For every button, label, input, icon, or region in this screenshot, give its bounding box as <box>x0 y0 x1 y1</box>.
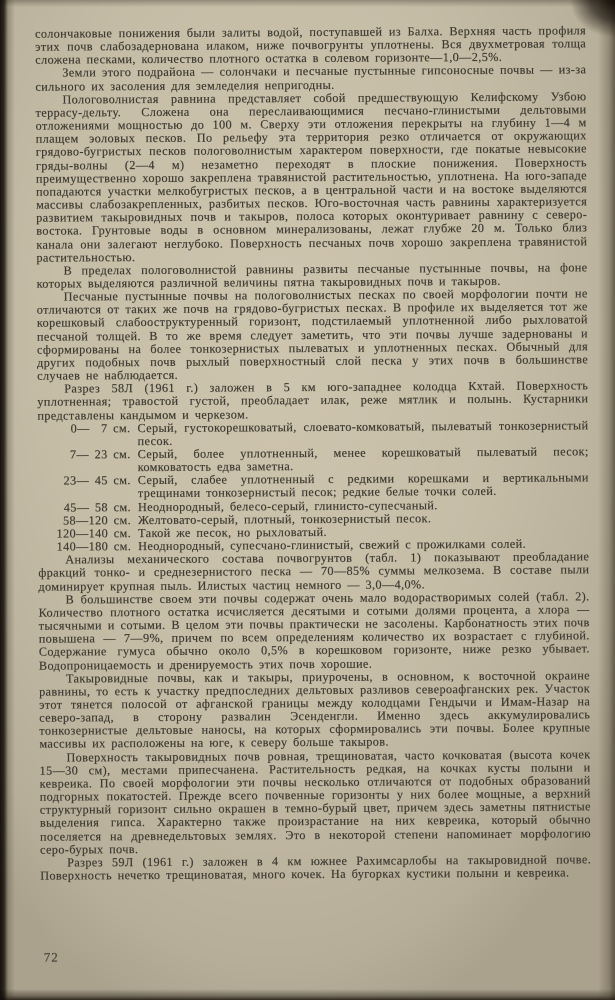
horizon-depth: 7— 23 см. <box>69 447 131 462</box>
horizon-depth: 140—180 см. <box>56 539 132 554</box>
soil-horizon-row <box>33 472 589 502</box>
horizon-description: Серый, густокорешковатый, слоевато-комковатый, пылеватый тонкозернистый песок. <box>137 417 589 448</box>
horizon-depth: 0— 7 см. <box>70 420 131 436</box>
paragraph-profile-intro: Разрез 58Л (1961 г.) заложен в 5 км юго-западнее колодца Кхтай. Поверхность уплотненная; травостой густой, преобладает илак, реже мятлик и полынь. Кустарники представлены кандымом и черкезом. <box>37 378 589 423</box>
paragraph: Разрез 59Л (1961 г.) заложен в 4 км южнее Рахимсарлобы на такыровидной почве. Поверхность нечетко трещиноватая, много кочек. На бугорках кустики полыни и кевреика. <box>40 852 592 883</box>
horizon-description: Желтовато-серый, плотный, тонкозернистый песок. <box>137 510 432 527</box>
horizon-depth: 120—140 см. <box>56 525 132 541</box>
horizon-depth: 23— 45 см. <box>63 473 131 488</box>
horizon-description: Серый, слабее уплотненный с редкими корешками и вертикальными трещинами тонкозернистый песок; редкие белые точки солей. <box>137 470 589 501</box>
paragraph-continuation: солончаковые понижения были залиты водой, поступавшей из Балха. Верхняя часть профиля этих почв слабозадернована илаком, ниже почвогрунты уплотнены. Вся двухметровая толща сложена песками, количество плотного остатка в солевом горизонте—1,0—2,5%. <box>34 23 587 67</box>
horizon-description: Неоднородный, белесо-серый, глинисто-супесчаный. <box>137 497 438 514</box>
horizon-depth: 45— 58 см. <box>63 499 131 515</box>
paragraph: Земли этого подрайона — солончаки и песчаные пустынные гипсоносные почвы — из-за сильного их засоления для земледелия непригодны. <box>35 62 587 94</box>
paragraph: Пологоволнистая равнина представляет собой предшествующую Келифскому Узбою террасу-дельту. Сложена она переслаивающимися песчано-глинистыми дельтовыми отложениями мощностью до 100 м. Сверху эти отложения перекрыты на глубину 1—4 м плащем эоловых песков. По рельефу эта территория резко отличается от окружающих грядово-бугристых песков пологоволнистым характером поверхности, где покатые невысокие гряды-волны (2—4 м) незаметно переходят в плоские понижения. Поверхность преимущественно хорошо закреплена травянистой растительностью, уплотнена. На юго-западе попадаются участки мелкобугристых песков, а в центральной части и на востоке выделяются массивы слабозакрепленных, разбитых песков. Юго-восточная часть равнины характеризуется развитием такыровидных почв и такыров, полоса которых оконтуривает равнину с северо-востока. Грунтовые воды в основном минерализованы, лежат глубже 20 м. Только близ канала они залегают неглубоко. Поверхность песчаных почв хорошо закреплена травянистой растительностью. <box>35 89 588 265</box>
paragraph: Такыровидные почвы, как и такыры, приурочены, в основном, к восточной окраине равнины, то есть к участку предпоследних дельтовых разливов североафганских рек. Участок этот тянется полосой от афганской границы между колодцами Гендычи и Имам-Назар на северо-запад, в сторону развалин Эсенденгли. Именно здесь аккумулировались тонкозернистые дельтовые наносы, на которых сформировались эти почвы. Более крупные массивы их расположены на юге, к северу больше такыров. <box>38 667 591 752</box>
horizon-description: Серый, более уплотненный, менее корешковатый пылеватый песок; комковатость едва заметна. <box>137 444 589 475</box>
paragraph: Поверхность такыровидных почв ровная, трещиноватая, часто кочковатая (высота кочек 15—30 см), местами припесчанена. Растительность редкая, на кочках кусты полыни и кевреика. По своей морфологии эти почвы несколько отличаются от подобных образований подгорных покатостей. Прежде всего почвенные горизонты у них более мощные, а верхний структурный горизонт сильно окрашен в темно-бурый цвет, причем здесь заметны пятнистые выделения гипса. Характерно также произрастание на них кевреика, который обычно поселяется на древнедельтовых землях. Это в некоторой степени напоминает морфологию серо-бурых почв. <box>39 746 591 857</box>
horizon-depth: 58—120 см. <box>62 512 132 528</box>
paragraph: В пределах пологоволнистой равнины развиты песчаные пустынные почвы, на фоне которых выделяются различной величины пятна такыровидных почв и такыров. <box>36 260 588 291</box>
paragraph: Песчаные пустынные почвы на пологоволнистых песках по своей морфологии почти не отличаются от таких же почв на грядово-бугристых песках. В профиле их выделяется тот же корешковый слабооструктуренный горизонт, подстилаемый уплотненной либо рыхловатой песчаной толщей. В то же время следует заметить, что эти почвы лучше задернованы и сформированы на более тонкозернистых пылеватых и уплотненных песках. Обычный для других подобных почв рыхлый поверхностный слой песка у этих почв в большинстве случаев не наблюдается. <box>36 286 589 383</box>
horizon-description: Такой же песок, но рыхловатый. <box>138 524 327 540</box>
page-number: 72 <box>43 949 59 965</box>
paragraph: Анализы механического состава почвогрунтов (табл. 1) показывают преобладание фракций тонко- и среднезернистого песка — 70—85% суммы мелкозема. В составе пыли доминирует крупная пыль. Илистых частиц немного — 3,0—4,0%. <box>38 549 590 594</box>
paragraph: В большинстве своем эти почвы содержат очень мало водорастворимых солей (табл. 2). Количество плотного остатка исчисляется десятыми и сотыми долями процента, а хлора — тысячными и сотыми. В целом эти почвы практически не засолены. Карбонатность этих почв повышена — 7—9%, причем по всем определениям количество их возрастает с глубиной. Содержание гумуса обычно около 0,5% в корешковом горизонте, ниже резко убывает. Водопроницаемость и дренируемость этих почв хорошие. <box>38 588 590 673</box>
soil-profile-list <box>32 419 589 554</box>
text-block <box>35 24 591 883</box>
horizon-description: Неоднородный, супесчано-глинистый, свежий с прожилками солей. <box>138 536 526 554</box>
